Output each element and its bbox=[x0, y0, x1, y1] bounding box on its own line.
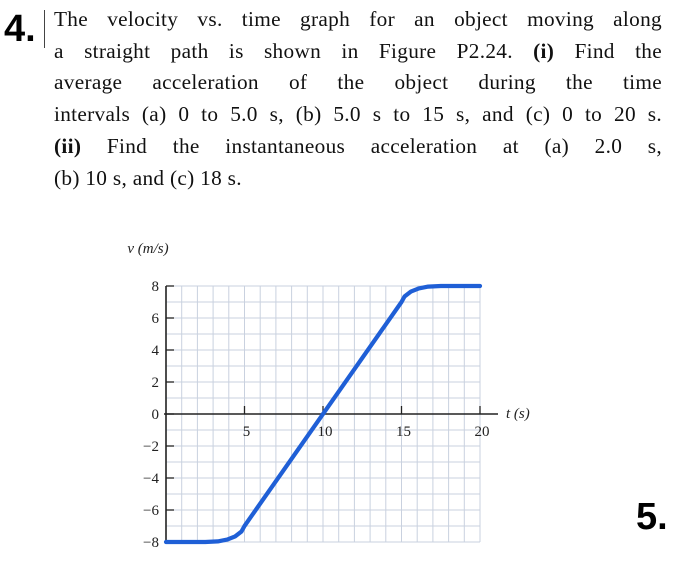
y-tick-label: 0 bbox=[151, 407, 159, 423]
axes bbox=[164, 286, 498, 542]
y-tick-label: −2 bbox=[143, 439, 159, 455]
text-run: Find the instantaneous acceleration at (a) 2.0 s, bbox=[81, 133, 662, 158]
text-run: The velocity vs. time graph for an object moving along bbox=[54, 7, 662, 31]
next-problem-number: 5. bbox=[636, 496, 668, 538]
y-tick-label: 4 bbox=[151, 343, 159, 359]
y-tick-label: 6 bbox=[151, 311, 159, 327]
x-tick-label: 20 bbox=[474, 424, 490, 440]
part-label: (i) bbox=[533, 38, 555, 63]
y-tick-label: 8 bbox=[151, 279, 159, 295]
y-tick-label: −4 bbox=[143, 471, 159, 487]
y-axis-label: v (m/s) bbox=[127, 241, 169, 257]
x-tick-label: 5 bbox=[242, 424, 251, 440]
problem-number: 4. bbox=[4, 8, 36, 50]
y-tick-label: 2 bbox=[151, 375, 159, 391]
x-axis-label: t (s) bbox=[506, 406, 530, 422]
text-run: intervals (a) 0 to 5.0 s, (b) 5.0 s to 15 s, and (c) 0 to 20 s. bbox=[54, 102, 662, 127]
text-run: a straight path is shown in Figure P2.24. bbox=[54, 38, 534, 63]
y-tick-label: −6 bbox=[143, 503, 159, 519]
text-run: average acceleration of the object during the time bbox=[54, 70, 662, 95]
x-tick-label: 10 bbox=[317, 424, 333, 440]
x-tick-label: 15 bbox=[396, 424, 411, 440]
text-run: Find the bbox=[554, 38, 662, 63]
y-tick-label: −8 bbox=[143, 535, 159, 551]
text-run: (b) 10 s, and (c) 18 s. bbox=[54, 165, 242, 190]
part-label: (ii) bbox=[54, 133, 82, 158]
